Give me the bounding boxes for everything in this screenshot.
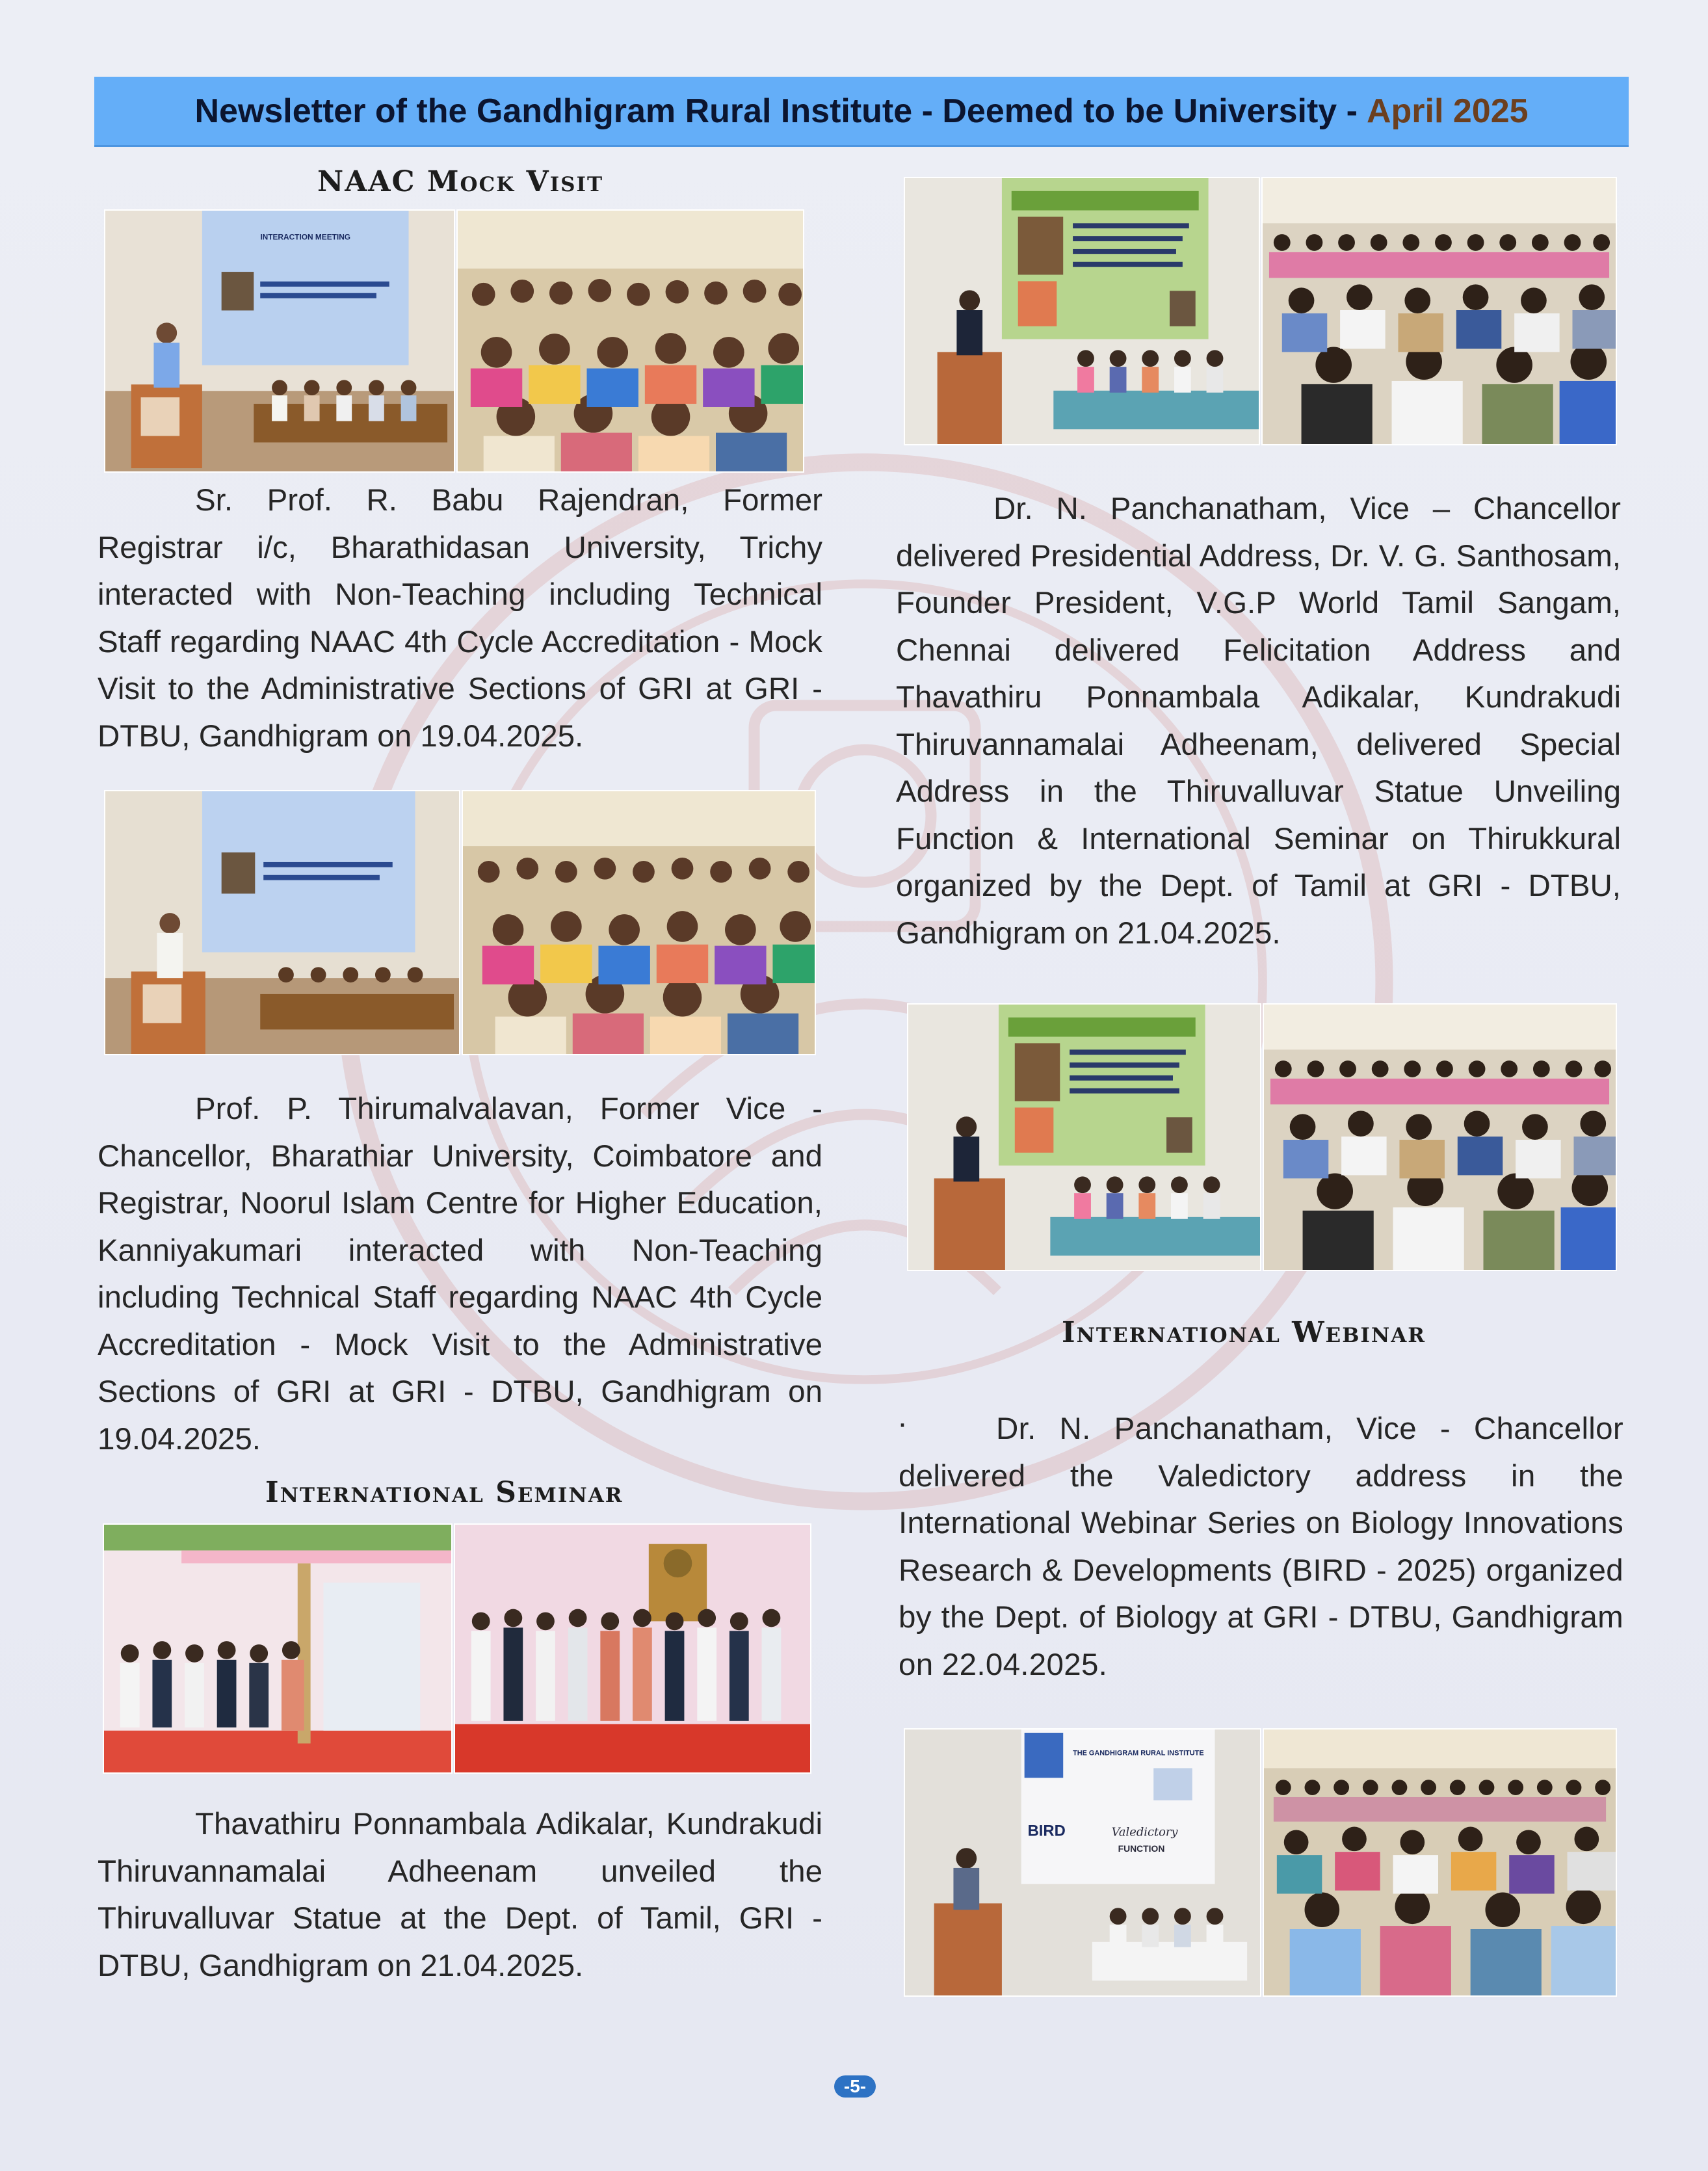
para-naac-thirumalvalavan: Prof. P. Thirumalvalavan, Former Vice - Chancellor, Bharathiar University, Coimbatore and Registrar, Noorul Islam Centre for Higher Education, Kanniyakumari interacted with Non-Teaching including Technical Staff regarding NAAC 4th Cycle Accreditation - Mock Visit to the Administrative Sections of GRI at GRI - DTBU, Gandhigram on 19.04.2025. <box>98 1092 822 1456</box>
para-statue-unveiled: Thavathiru Ponnambala Adikalar, Kundrakudi Thiruvannamalai Adheenam unveiled the Thiruvalluvar Statue at the Dept. of Tamil, GRI - DTBU, Gandhigram on 21.04.2025. <box>98 1807 822 1983</box>
heading-international-webinar: International Webinar <box>1062 1316 1426 1349</box>
screen-text-institute: THE GANDHIGRAM RURAL INSTITUTE <box>1073 1749 1204 1757</box>
photo-seminar-audience <box>1261 177 1617 445</box>
screen-text-interaction: INTERACTION MEETING <box>260 232 351 242</box>
photo-seminar-audience-2 <box>1263 1003 1617 1271</box>
photo-seminar-group <box>454 1523 811 1774</box>
newsletter-banner <box>94 77 1629 147</box>
screen-text-function: FUNCTION <box>1118 1843 1165 1854</box>
para-naac-rajendran: Sr. Prof. R. Babu Rajendran, Former Registrar i/c, Bharathidasan University, Trichy interacted with Non-Teaching including Technical Staff regarding NAAC 4th Cycle Accreditation - Mock Visit to the Administrative Sections of GRI at GRI - DTBU, Gandhigram on 19.04.2025. <box>98 483 822 754</box>
photo-vc-presidential-address-2 <box>907 1003 1261 1271</box>
heading-international-seminar: International Seminar <box>265 1476 624 1509</box>
bullet-marker: · <box>897 1406 908 1441</box>
heading-naac-mock-visit: NAAC Mock Visit <box>317 165 604 198</box>
photo-naac-meeting-stage <box>104 209 455 473</box>
photo-statue-unveiling <box>103 1523 453 1774</box>
photo-naac-meeting-stage-2 <box>104 790 460 1055</box>
page-number: -5- <box>834 2075 876 2098</box>
photo-naac-audience-2 <box>462 790 816 1055</box>
photo-vc-presidential-address <box>904 177 1260 445</box>
newsletter-title: Newsletter of the Gandhigram Rural Institute - Deemed to be University - <box>194 92 1358 130</box>
screen-text-valedictory: Valedictory <box>1111 1825 1178 1839</box>
para-vc-presidential-address: Dr. N. Panchanatham, Vice – Chancellor delivered Presidential Address, Dr. V. G. Santhosam, Founder President, V.G.P World Tamil Sangam, Chennai delivered Felicitation Address and Thavathiru Ponnambala Adikalar, Kundrakudi Thiruvannamalai Adheenam, delivered Special Address in the Thiruvalluvar Statue Unveiling Function & International Seminar on Thirukkural organized by the Dept. of Tamil at GRI - DTBU, Gandhigram on 21.04.2025. <box>896 492 1621 951</box>
photo-webinar-audience <box>1263 1728 1617 1997</box>
para-webinar-valedictory: Dr. N. Panchanatham, Vice - Chancellor delivered the Valedictory address in the International Webinar Series on Biology Innovations Research & Developments (BIRD - 2025) organized by the Dept. of Biology at GRI - DTBU, Gandhigram on 22.04.2025. <box>899 1412 1623 1682</box>
photo-webinar-stage <box>904 1728 1261 1997</box>
screen-text-bird: BIRD <box>1027 1822 1066 1840</box>
photo-naac-audience <box>456 209 804 473</box>
newsletter-month: April 2025 <box>1366 92 1529 130</box>
